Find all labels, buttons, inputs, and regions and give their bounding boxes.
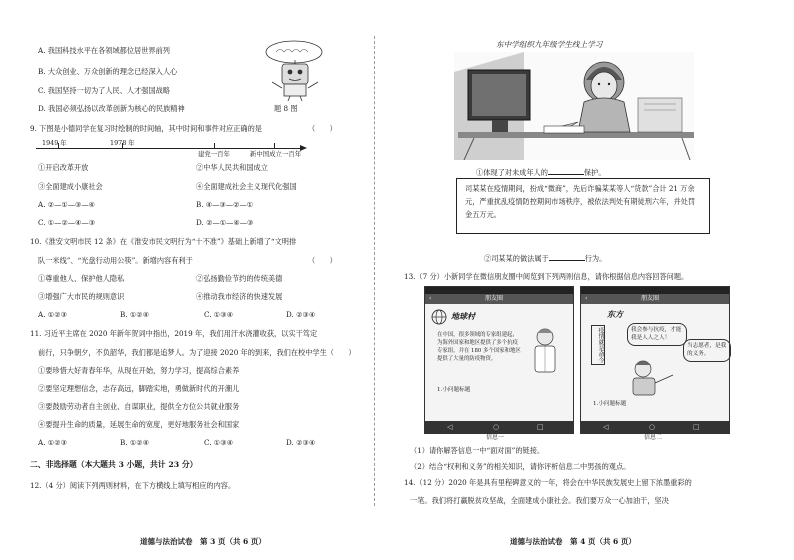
phone-status-bar (425, 287, 573, 294)
cartoon-caption: 东中学组织九年级学生线上学习 (496, 40, 603, 49)
back-arrow-icon[interactable]: ‹ (429, 295, 432, 302)
right-page (380, 0, 794, 560)
info-1-question: 1.小问题标题 (437, 387, 471, 393)
nav-back-icon[interactable]: ◁ (447, 423, 453, 431)
q8-figure-label: 题 8 图 (274, 104, 298, 113)
nav-home-icon[interactable]: ○ (493, 423, 500, 431)
q9-item-4: ④全面建成社会主义现代化强国 (196, 182, 297, 191)
q9-answer-paren: （ ） (308, 124, 337, 133)
q8-option-a: A. 我国科技水平在各领域都位居世界前列 (38, 46, 170, 55)
q10-option-a[interactable]: A. ①②③ (38, 310, 68, 319)
timeline-label-1978: 1978 年 (110, 139, 135, 147)
q8-option-b: B. 大众创业、万众创新的理念已经深入人心 (38, 67, 178, 76)
phone-nav-bar (581, 421, 729, 433)
material-box-fraud-case (456, 178, 710, 234)
timeline-axis (36, 148, 302, 149)
q13-sub-1: （1）请你解答信息一中“面对面”的链接。 (410, 446, 545, 455)
answer-blank-2[interactable] (549, 252, 585, 261)
q14-line-2: 一笔。我们将打赢脱贫攻坚战，全面建成小康社会。我们要万众一心加油干，坚决 (410, 496, 669, 505)
info-2-side-banner: 疫情就是命令 (591, 325, 605, 365)
q10-item-4: ④推动我市经济的快速发展 (196, 292, 283, 301)
phone-status-bar (581, 287, 729, 294)
boy-illustration (621, 357, 681, 397)
fill-blank-1-prefix: ①体现了对未成年人的 (476, 168, 548, 177)
q10-line-1: 10.《淮安文明市民 12 条》在《淮安市民文明行为“十不准”》基础上新增了“文明排 (30, 237, 297, 246)
right-page-footer: 道德与法治试卷 第 4 页（共 6 页） (510, 537, 636, 546)
q10-item-2: ②弘扬勤俭节约的传统美德 (196, 274, 283, 283)
info-2-title: 东方 (607, 309, 623, 319)
q8-option-c: C. 我国坚持一切为了人民、人才强国战略 (38, 86, 171, 95)
info-1-title: 地球村 (451, 311, 475, 321)
globe-icon (431, 309, 447, 325)
phone-screenshot-info-2 (580, 286, 730, 434)
nav-back-icon[interactable]: ◁ (603, 423, 609, 431)
q9-item-1: ①开启改革开放 (38, 163, 89, 172)
phone-header-title: 朋友圈 (485, 295, 504, 302)
q11-item-4: ④要提升生命的质量，延展生命的宽度，更好地服务社会和国家 (38, 420, 240, 429)
info-1-body: 在中国，很多领域的专家组建起，为海外国家和地区提供了多个抗疫专家组，并在 180 多个国家和地区提供了大量的防疫物资。 (437, 332, 521, 363)
q10-line-2: 队一米线”、“光盘行动用公筷”。新增内容有利于 (38, 256, 193, 265)
q8-option-d: D. 我国必须弘扬以改革创新为核心的民族精神 (38, 104, 185, 113)
answer-blank-1[interactable] (548, 166, 584, 175)
info-2-caption: 信息二 (644, 434, 663, 441)
section-heading-non-choice: 二、非选择题（本大题共 3 小题，共计 23 分） (30, 460, 198, 469)
q11-item-2: ②要坚定理想信念，志存高远，脚踏实地，勇做新时代的开潮儿 (38, 384, 240, 393)
info-2-speech-bubble-1: 我会参与抗疫，才能我是人人之人！ (627, 323, 687, 346)
q11-line-2: 前行，只争朝夕，不负韶华，我们都是追梦人。为了迎接 2020 年的到来，我们在校中学生（ ） (38, 348, 356, 357)
q11-option-a[interactable]: A. ①②③ (38, 438, 68, 447)
q10-option-c[interactable]: C. ①③④ (204, 310, 234, 319)
info-1-caption: 信息一 (486, 434, 505, 441)
fill-blank-2-suffix: 行为。 (584, 254, 607, 263)
q9-option-d[interactable]: D. ②—①—④—③ (196, 218, 254, 227)
phone-header (581, 294, 729, 304)
q11-option-c[interactable]: C. ①③④ (204, 438, 234, 447)
nav-recent-icon[interactable]: □ (537, 423, 544, 431)
q10-answer-paren: （ ） (308, 256, 337, 265)
page-divider (374, 36, 375, 506)
left-page-footer: 道德与法治试卷 第 3 页（共 6 页） (140, 537, 266, 546)
q14-line-1: 14.（12 分）2020 年是具有里程碑意义的一年，将会在中华民族发展史上留下浓墨重彩的 (404, 478, 692, 487)
q10-option-b[interactable]: B. ①②④ (120, 310, 150, 319)
fill-blank-1-suffix: 保护。 (583, 168, 606, 177)
fill-blank-1 (476, 166, 605, 177)
q9-option-a[interactable]: A. ②—①—③—④ (38, 200, 96, 209)
q9-option-c[interactable]: C. ①—②—④—③ (38, 218, 96, 227)
phone-header (425, 294, 573, 304)
phone-header-title: 朋友圈 (641, 295, 660, 302)
q10-item-3: ③增强广大市民的规则意识 (38, 292, 125, 301)
info-2-question: 1.小问题标题 (593, 401, 627, 407)
q11-option-b[interactable]: B. ①②④ (120, 438, 150, 447)
q11-option-d[interactable]: D. ②③④ (286, 438, 316, 447)
q11-item-3: ③要鼓励劳动者自主创业、自谋职业，提供全方位公共就业服务 (38, 402, 240, 411)
q9-item-3: ③全面建成小康社会 (38, 182, 103, 191)
timeline-tick (214, 143, 215, 148)
fill-blank-2-prefix: ②司某某的做法属于 (484, 254, 549, 263)
q11-line-1: 11. 习近平主席在 2020 年新年贺词中指出，2019 年，我们用汗水浇灌收获，以实干笃定 (30, 329, 318, 338)
timeline-label-party-centenary: 建党一百年 (198, 150, 230, 158)
left-page (0, 0, 372, 560)
q13-sub-2: （2）结合“权利和义务”的相关知识，请你评析信息二中男孩的观点。 (410, 462, 631, 471)
nav-home-icon[interactable]: ○ (649, 423, 656, 431)
fill-blank-2 (484, 252, 606, 263)
q9-option-b[interactable]: B. ④—③—②—① (196, 200, 254, 209)
material-box-text: 司某某在疫情期间，扮成“微商”，先后诈骗某某等人“货款”合计 21 万余元，严重扰乱疫情防控期间市场秩序，被依法判处有期徒刑六年，并处罚金五万元。 (465, 184, 696, 219)
q12-stem: 12.（4 分）阅读下列两则材料，在下方横线上填写相应的内容。 (30, 481, 236, 490)
info-2-speech-bubble-2: 当志愿者，是我的义务。 (683, 339, 731, 362)
phone-nav-bar (425, 421, 573, 433)
back-arrow-icon[interactable]: ‹ (585, 295, 588, 302)
online-learning-cartoon (454, 52, 694, 160)
timeline-tick (274, 143, 275, 148)
q9-item-2: ②中华人民共和国成立 (196, 163, 268, 172)
q10-option-d[interactable]: D. ②③④ (286, 310, 316, 319)
nav-recent-icon[interactable]: □ (693, 423, 700, 431)
q11-item-1: ①要珍惜大好青春年华，从现在开始，努力学习，提高综合素养 (38, 366, 240, 375)
q13-stem: 13.（7 分）小新同学在微信朋友圈中阅览到下列两则信息，请你根据信息内容回答问题。 (404, 272, 689, 281)
timeline-label-1949: 1949 年 (42, 139, 67, 147)
doctor-illustration (523, 325, 567, 381)
robot-cartoon-figure (252, 38, 334, 102)
q10-item-1: ①尊重他人、保护他人隐私 (38, 274, 125, 283)
timeline-label-prc-centenary: 新中国成立一百年 (250, 150, 302, 158)
phone-screenshot-info-1 (424, 286, 574, 434)
q9-stem: 9. 下图是小德同学在复习时绘制的时间轴，其中时间和事件对应正确的是 (30, 124, 262, 133)
